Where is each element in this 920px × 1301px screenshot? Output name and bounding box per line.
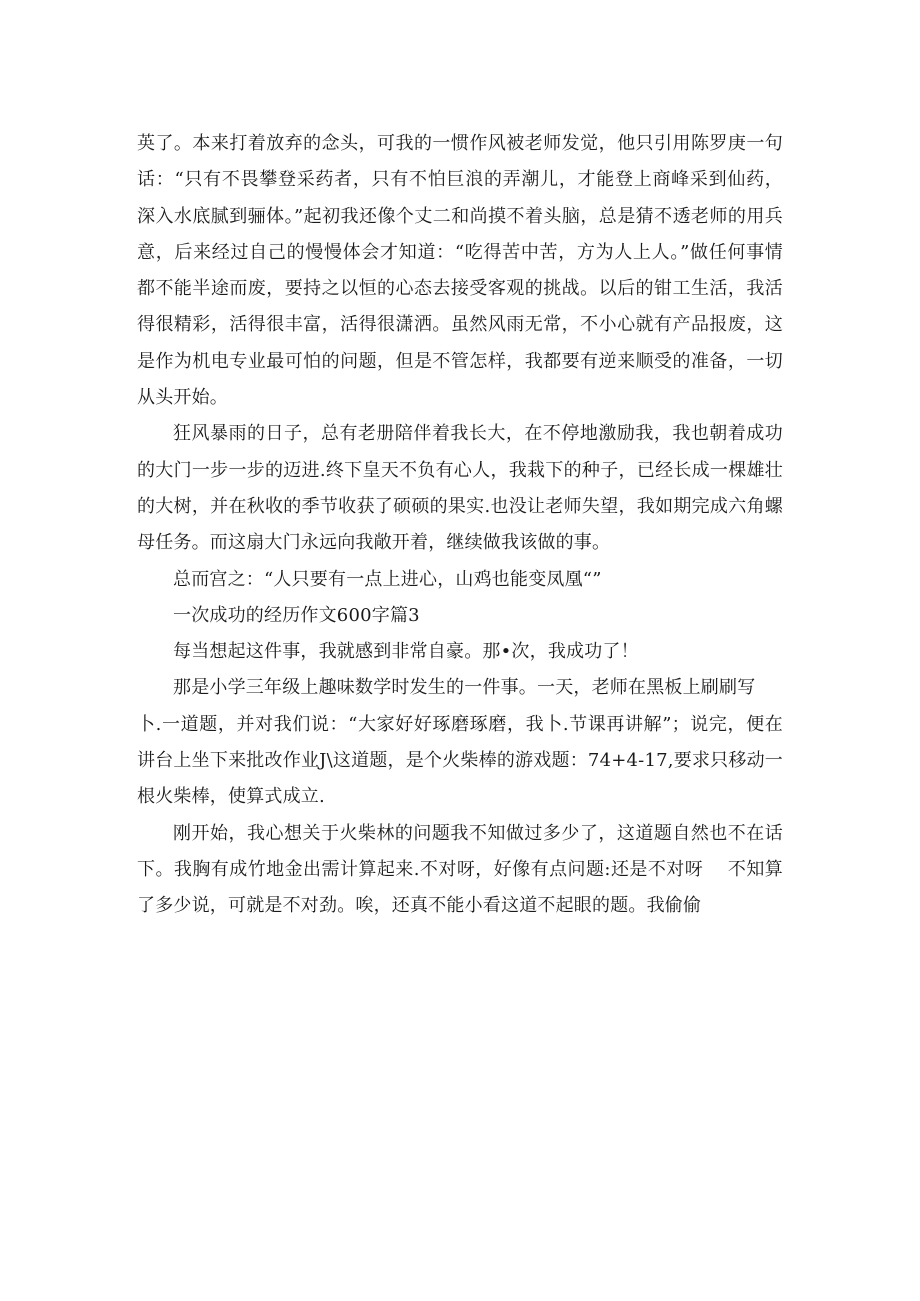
paragraph-7: 刚开始，我心想关于火柴林的问题我不知做过多少了，这道题自然也不在话下。我胸有成竹地金出需计算起来.不对呀，好像有点问题:还是不对呀 不知算了多少说，可就是不对劲。唉，还真不能小看这道不起眼的题。我偷偷 <box>137 822 783 917</box>
document-body <box>137 126 783 925</box>
paragraph-3: 总而宫之：“人只要有一点上进心，山鸡也能变凤凰“” <box>173 568 602 590</box>
paragraph-5: 那是小学三年级上趣味数学时发生的一件事。一天，老师在黑板上刷刷写 <box>173 677 756 699</box>
paragraph-1: 英了。本来打着放弃的念头，可我的一惯作风被老师发觉，他只引用陈罗庚一句话：“只有不畏攀登采药者，只有不怕巨浪的弄潮儿，才能登上商峰采到仙药，深入水底腻到骊体。”起初我还像个丈二和尚摸不着头脑，总是猜不透老师的用兵意，后来经过自己的慢慢体会才知道：“吃得苦中苦，方为人上人。”做任何事情都不能半途而废，要持之以恒的心态去接受客观的挑战。以后的钳工生活，我活得很精彩，活得很丰富，活得很潇洒。虽然风雨无常，不小心就有产品报废，这是作为机电专业最可怕的问题，但是不管怎样，我都要有逆来顺受的准备，一切从头开始。 <box>137 133 783 409</box>
paragraph-4: 每当想起这件事，我就感到非常自豪。那•次，我成功了！ <box>173 641 639 663</box>
paragraph-2: 狂风暴雨的日子，总有老册陪伴着我长大，在不停地激励我，我也朝着成功的大门一步一步的迈进.终下皇天不负有心人，我栽下的种子，已经长成一棵雄壮的大树，并在秋收的季节收获了硕硕的果实.也没让老师失望，我如期完成六角螺母任务。而这扇大门永远向我敞开着，继续做我该做的事。 <box>137 423 783 554</box>
section-heading: 一次成功的经历作文600字篇3 <box>173 604 420 626</box>
paragraph-6: 卜.一道题，并对我们说：“大家好好琢磨琢磨，我卜.节课再讲解”；说完，便在讲台上坐下来批改作业J\这道题，是个火柴棒的游戏题：74+4-17,要求只移动一根火柴棒，使算式成立. <box>137 713 783 808</box>
